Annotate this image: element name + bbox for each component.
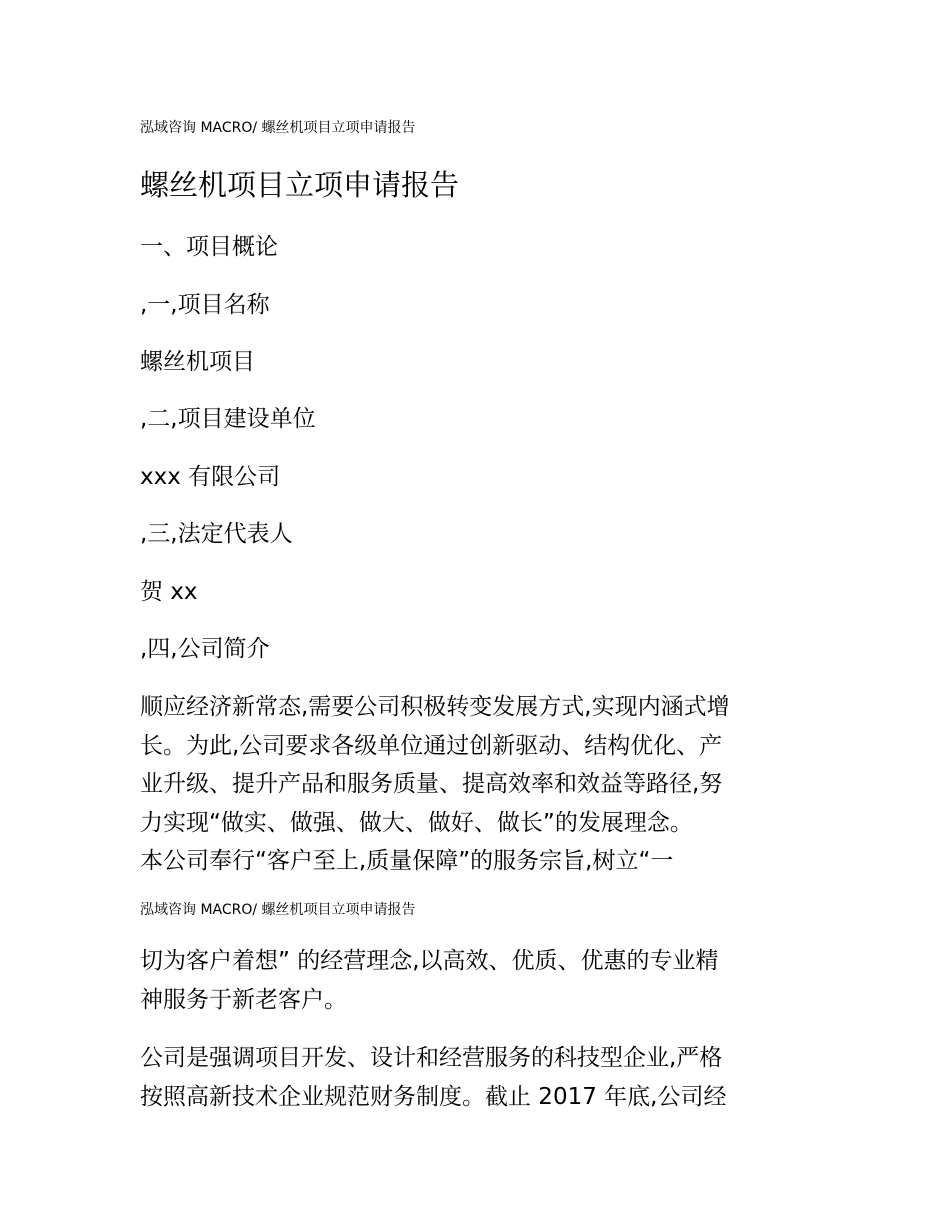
item-label-construction-unit: ,二,项目建设单位 [140,406,316,432]
company-profile-paragraph-continued: 切为客户着想” 的经营理念,以高效、优质、优惠的专业精 神服务于新老客户。 [140,948,719,1013]
item-value-project-name: 螺丝机项目 [140,349,255,375]
company-profile-paragraph: 顺应经济新常态,需要公司积极转变发展方式,实现内涵式增 长。为此,公司要求各级单位通过创新驱动、结构优化、产 业升级、提升产品和服务质量、提高效率和效益等路径,努 力实现“做实、做强、做大、做好、做长”的发展理念。 本公司奉行“客户至上,质量保障”的服务宗旨,树立“一 [140,694,730,875]
item-label-project-name: ,一,项目名称 [140,292,270,318]
item-value-construction-unit: xxx 有限公司 [140,464,281,490]
document-title: 螺丝机项目立项申请报告 [140,168,460,202]
item-value-legal-representative: 贺 xx [140,579,198,605]
item-label-legal-representative: ,三,法定代表人 [140,521,293,547]
running-header-page-2: 泓域咨询 MACRO/ 螺丝机项目立项申请报告 [140,902,416,918]
item-label-company-profile: ,四,公司简介 [140,636,270,662]
section-heading-overview: 一、项目概论 [140,234,278,260]
running-header: 泓域咨询 MACRO/ 螺丝机项目立项申请报告 [140,120,416,136]
company-description-paragraph: 公司是强调项目开发、设计和经营服务的科技型企业,严格 按照高新技术企业规范财务制度。截止 2017 年底,公司经 [140,1045,727,1110]
